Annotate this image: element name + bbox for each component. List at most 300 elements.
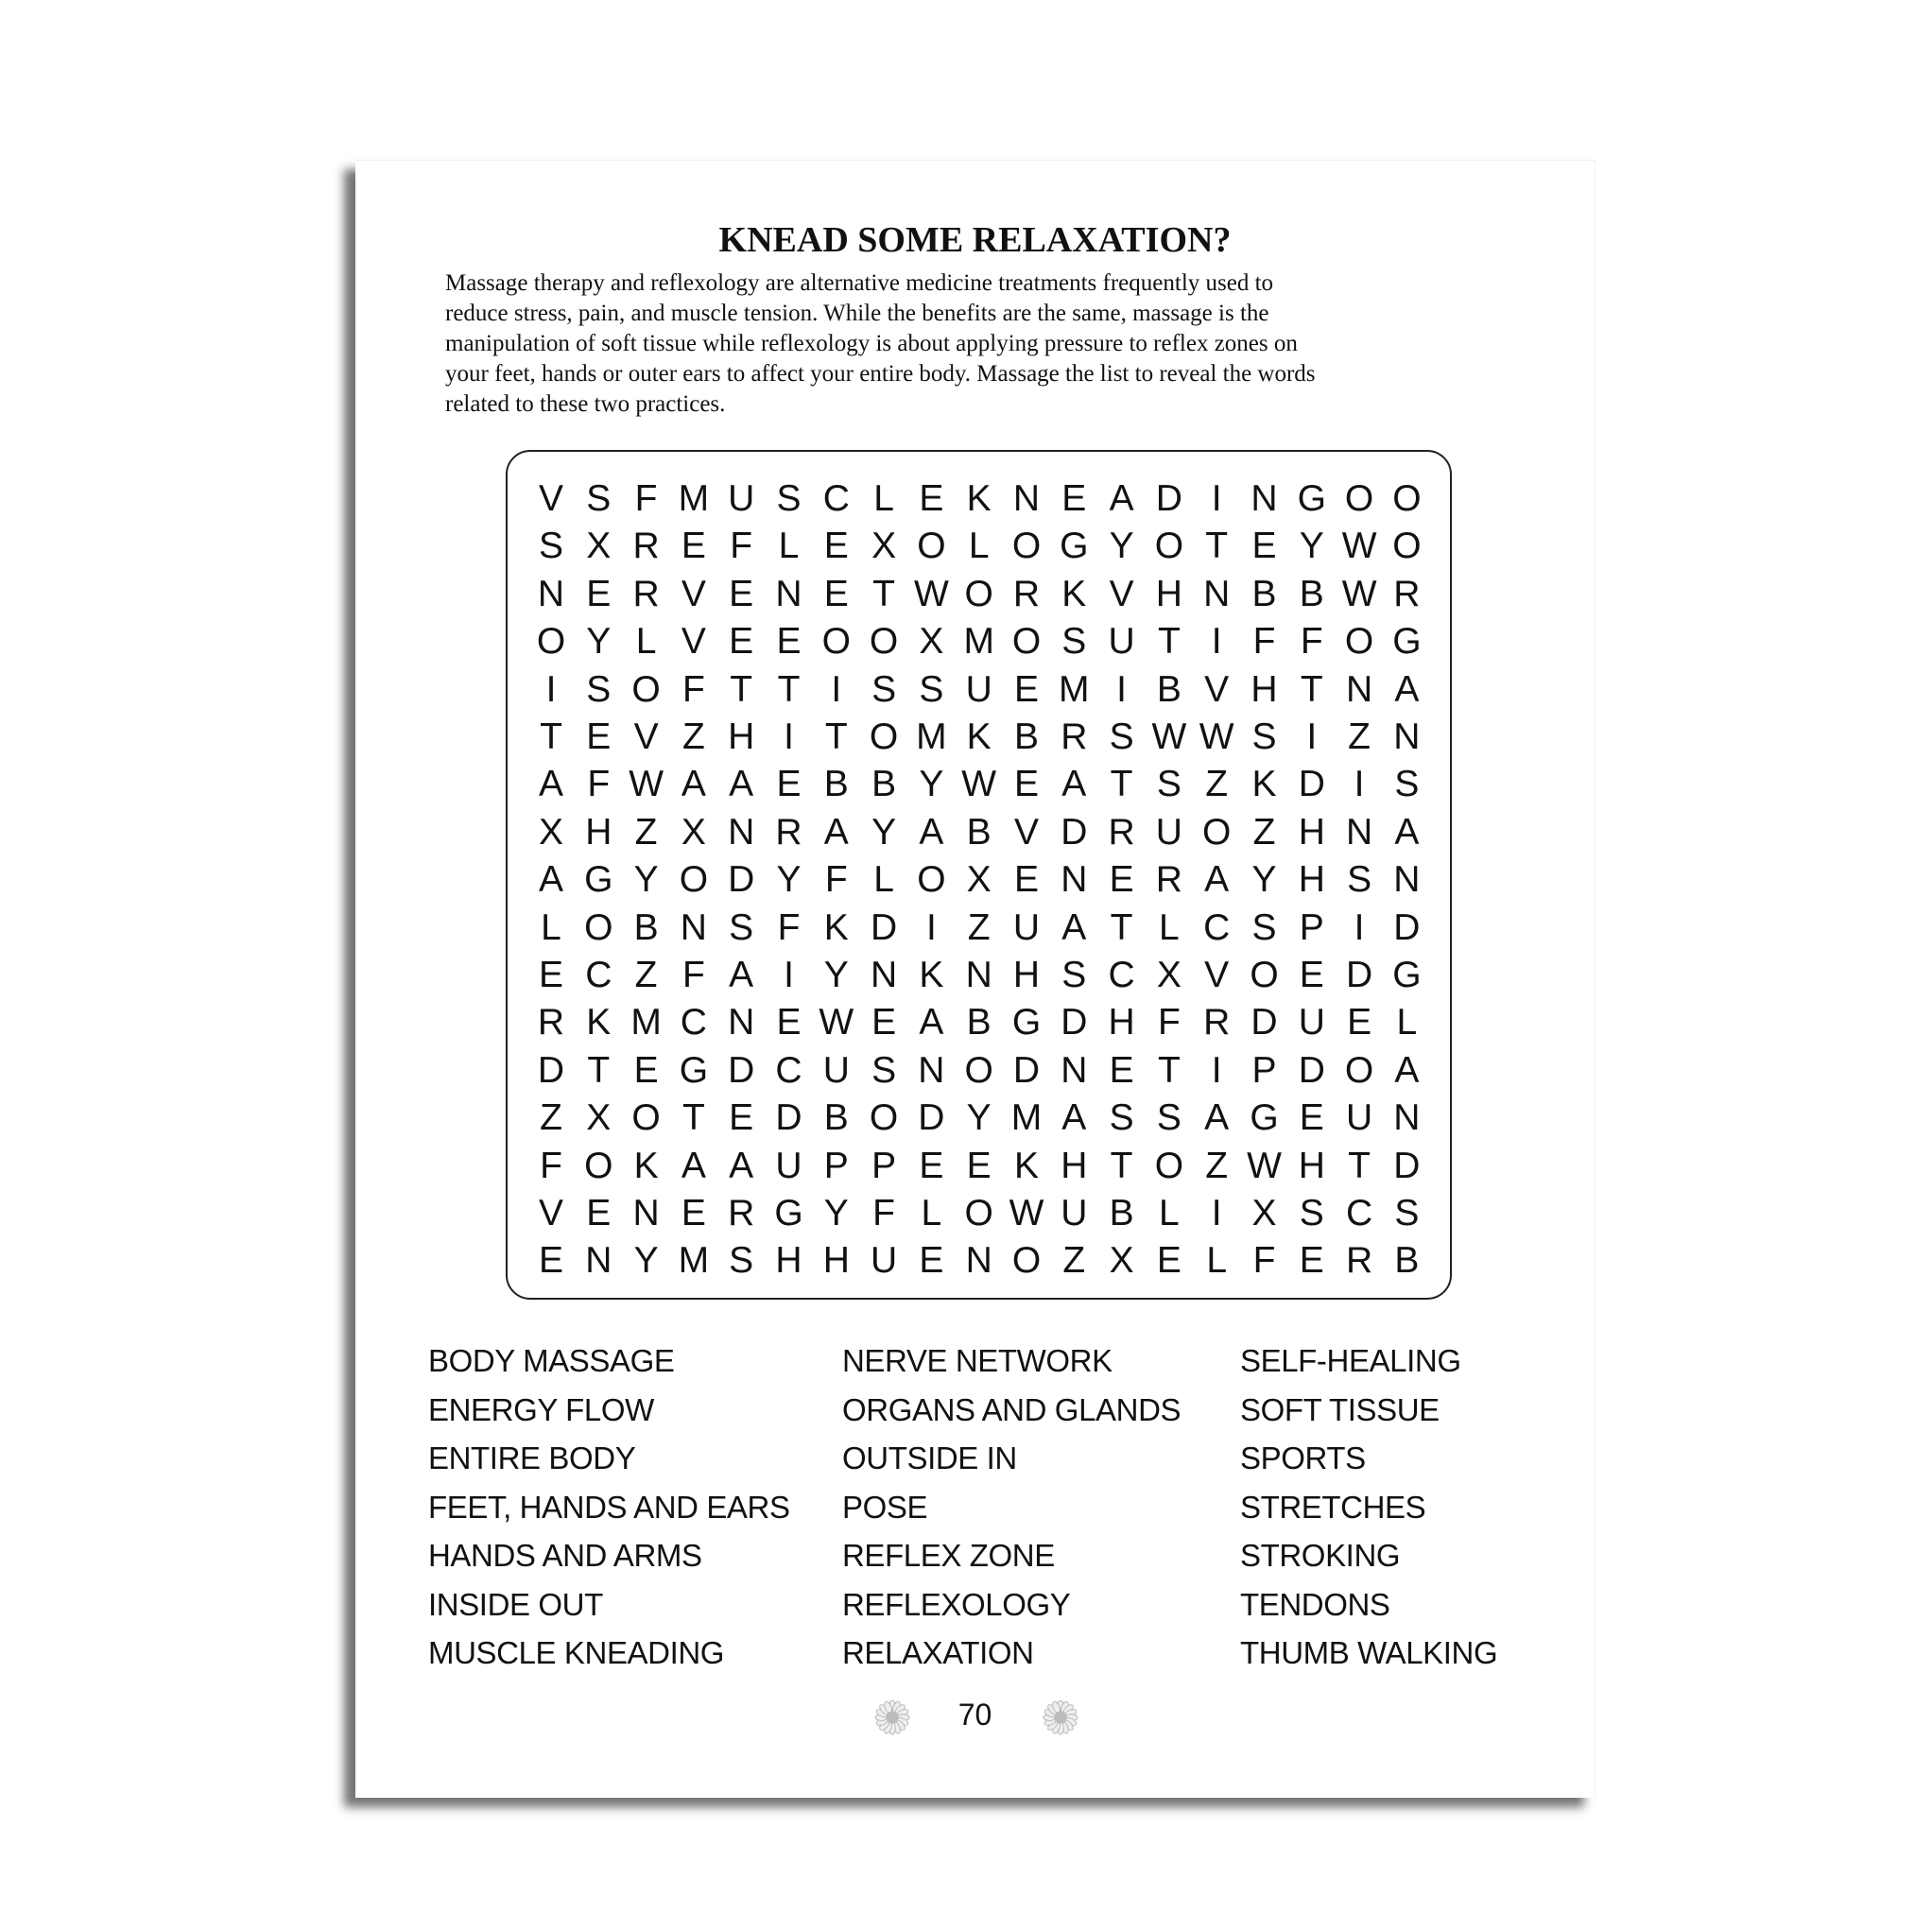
- grid-letter[interactable]: A: [729, 1145, 754, 1186]
- grid-letter[interactable]: N: [1061, 859, 1088, 901]
- grid-letter[interactable]: O: [1011, 1240, 1042, 1282]
- grid-letter[interactable]: Z: [1252, 811, 1276, 853]
- grid-letter[interactable]: I: [1211, 1049, 1222, 1091]
- grid-letter[interactable]: B: [1299, 573, 1324, 614]
- grid-letter[interactable]: R: [728, 1193, 755, 1233]
- grid-letter[interactable]: D: [1012, 1049, 1041, 1091]
- grid-letter[interactable]: E: [1251, 526, 1277, 567]
- grid-letter[interactable]: I: [925, 906, 937, 948]
- grid-letter[interactable]: F: [730, 526, 753, 567]
- grid-letter[interactable]: L: [1206, 1240, 1228, 1282]
- grid-letter[interactable]: L: [635, 621, 657, 663]
- grid-letter[interactable]: T: [824, 716, 848, 757]
- grid-letter[interactable]: R: [1393, 573, 1421, 614]
- grid-letter[interactable]: V: [681, 621, 706, 663]
- grid-letter[interactable]: R: [1061, 716, 1088, 757]
- grid-letter[interactable]: L: [921, 1193, 942, 1233]
- grid-letter[interactable]: F: [681, 668, 705, 710]
- grid-letter[interactable]: A: [1394, 668, 1420, 710]
- grid-letter[interactable]: E: [681, 1193, 706, 1233]
- grid-letter[interactable]: E: [919, 1145, 944, 1186]
- grid-letter[interactable]: T: [872, 573, 895, 614]
- grid-letter[interactable]: S: [1251, 906, 1277, 948]
- grid-letter[interactable]: E: [823, 573, 849, 614]
- grid-letter[interactable]: S: [1061, 621, 1087, 663]
- grid-letter[interactable]: X: [586, 526, 612, 567]
- grid-letter[interactable]: H: [1108, 1002, 1135, 1044]
- grid-letter[interactable]: S: [1156, 1097, 1182, 1139]
- grid-letter[interactable]: D: [1346, 955, 1373, 995]
- grid-letter[interactable]: I: [784, 716, 794, 757]
- grid-letter[interactable]: D: [1251, 1002, 1278, 1044]
- grid-letter[interactable]: A: [1061, 906, 1087, 948]
- grid-letter[interactable]: B: [1251, 573, 1277, 614]
- grid-letter[interactable]: E: [776, 764, 802, 805]
- grid-letter[interactable]: C: [585, 955, 612, 995]
- grid-letter[interactable]: E: [538, 955, 563, 995]
- grid-letter[interactable]: C: [1203, 906, 1231, 948]
- grid-letter[interactable]: B: [871, 764, 897, 805]
- grid-letter[interactable]: A: [1204, 1097, 1230, 1139]
- grid-letter[interactable]: A: [823, 811, 849, 853]
- grid-letter[interactable]: X: [966, 859, 992, 901]
- grid-letter[interactable]: X: [1251, 1193, 1277, 1233]
- grid-letter[interactable]: A: [1394, 811, 1420, 853]
- grid-letter[interactable]: S: [871, 1049, 897, 1091]
- grid-letter[interactable]: T: [1348, 1145, 1371, 1186]
- grid-letter[interactable]: L: [1159, 906, 1180, 948]
- grid-letter[interactable]: P: [1251, 1049, 1277, 1091]
- grid-letter[interactable]: E: [1299, 955, 1324, 995]
- grid-letter[interactable]: K: [1251, 764, 1277, 805]
- grid-letter[interactable]: A: [681, 1145, 706, 1186]
- grid-letter[interactable]: S: [729, 1240, 754, 1282]
- grid-letter[interactable]: H: [1155, 573, 1182, 614]
- grid-letter[interactable]: G: [1392, 955, 1422, 995]
- grid-letter[interactable]: H: [728, 716, 755, 757]
- grid-letter[interactable]: O: [1202, 811, 1232, 853]
- grid-letter[interactable]: T: [1110, 764, 1133, 805]
- grid-letter[interactable]: H: [585, 811, 612, 853]
- grid-letter[interactable]: W: [1199, 716, 1234, 757]
- grid-letter[interactable]: L: [968, 526, 990, 567]
- grid-letter[interactable]: E: [823, 526, 849, 567]
- grid-letter[interactable]: I: [831, 668, 842, 710]
- grid-letter[interactable]: O: [964, 1049, 993, 1091]
- grid-letter[interactable]: B: [966, 811, 992, 853]
- grid-letter[interactable]: X: [538, 811, 563, 853]
- grid-letter[interactable]: C: [775, 1049, 802, 1091]
- grid-letter[interactable]: K: [966, 478, 992, 519]
- grid-letter[interactable]: E: [1156, 1240, 1182, 1282]
- grid-letter[interactable]: N: [1346, 668, 1373, 710]
- grid-letter[interactable]: Y: [1251, 859, 1277, 901]
- grid-letter[interactable]: V: [538, 478, 563, 519]
- grid-letter[interactable]: O: [584, 1145, 613, 1186]
- grid-letter[interactable]: E: [633, 1049, 659, 1091]
- grid-letter[interactable]: B: [823, 764, 849, 805]
- grid-letter[interactable]: B: [1394, 1240, 1420, 1282]
- grid-letter[interactable]: X: [681, 811, 706, 853]
- grid-letter[interactable]: T: [1110, 906, 1133, 948]
- grid-letter[interactable]: K: [633, 1145, 659, 1186]
- grid-letter[interactable]: M: [963, 621, 994, 663]
- grid-letter[interactable]: G: [1011, 1002, 1042, 1044]
- grid-letter[interactable]: Y: [919, 764, 944, 805]
- grid-letter[interactable]: M: [1010, 1097, 1043, 1139]
- grid-letter[interactable]: Y: [871, 811, 897, 853]
- grid-letter[interactable]: V: [1204, 668, 1230, 710]
- grid-letter[interactable]: D: [1155, 478, 1182, 519]
- grid-letter[interactable]: F: [1157, 1002, 1181, 1044]
- grid-letter[interactable]: N: [871, 955, 898, 995]
- grid-letter[interactable]: S: [586, 478, 612, 519]
- grid-letter[interactable]: E: [586, 573, 612, 614]
- grid-letter[interactable]: N: [1346, 811, 1373, 853]
- grid-letter[interactable]: E: [1347, 1002, 1372, 1044]
- grid-letter[interactable]: O: [964, 573, 993, 614]
- grid-letter[interactable]: O: [1011, 526, 1042, 567]
- grid-letter[interactable]: Y: [1299, 526, 1324, 567]
- grid-letter[interactable]: O: [821, 621, 851, 663]
- grid-letter[interactable]: U: [1155, 811, 1182, 853]
- grid-letter[interactable]: K: [919, 955, 944, 995]
- grid-letter[interactable]: R: [632, 526, 660, 567]
- grid-letter[interactable]: B: [1013, 716, 1039, 757]
- grid-letter[interactable]: T: [681, 1097, 705, 1139]
- grid-letter[interactable]: A: [729, 955, 754, 995]
- grid-letter[interactable]: D: [1298, 1049, 1325, 1091]
- grid-letter[interactable]: I: [1116, 668, 1128, 710]
- grid-letter[interactable]: O: [1011, 621, 1042, 663]
- grid-letter[interactable]: H: [775, 1240, 802, 1282]
- grid-letter[interactable]: U: [1061, 1193, 1088, 1233]
- grid-letter[interactable]: E: [586, 1193, 612, 1233]
- grid-letter[interactable]: V: [1109, 573, 1134, 614]
- grid-letter[interactable]: S: [586, 668, 612, 710]
- grid-letter[interactable]: F: [634, 478, 658, 519]
- grid-letter[interactable]: B: [1109, 1193, 1134, 1233]
- grid-letter[interactable]: L: [778, 526, 800, 567]
- grid-letter[interactable]: Y: [633, 1240, 659, 1282]
- grid-letter[interactable]: X: [871, 526, 897, 567]
- grid-letter[interactable]: G: [774, 1193, 803, 1233]
- grid-letter[interactable]: E: [776, 621, 802, 663]
- grid-letter[interactable]: A: [1204, 859, 1230, 901]
- grid-letter[interactable]: U: [822, 1049, 850, 1091]
- grid-letter[interactable]: Z: [634, 955, 658, 995]
- grid-letter[interactable]: B: [633, 906, 659, 948]
- grid-letter[interactable]: T: [587, 1049, 611, 1091]
- grid-letter[interactable]: F: [777, 906, 801, 948]
- grid-letter[interactable]: S: [538, 526, 563, 567]
- grid-letter[interactable]: N: [1061, 1049, 1088, 1091]
- grid-letter[interactable]: O: [917, 859, 946, 901]
- grid-letter[interactable]: S: [1394, 764, 1420, 805]
- grid-letter[interactable]: A: [538, 764, 563, 805]
- grid-letter[interactable]: V: [538, 1193, 563, 1233]
- grid-letter[interactable]: O: [1344, 1049, 1374, 1091]
- grid-letter[interactable]: Y: [776, 859, 802, 901]
- grid-letter[interactable]: I: [1211, 478, 1222, 519]
- grid-letter[interactable]: N: [1393, 1097, 1421, 1139]
- grid-letter[interactable]: S: [729, 906, 754, 948]
- grid-letter[interactable]: F: [1300, 621, 1323, 663]
- grid-letter[interactable]: B: [966, 1002, 992, 1044]
- grid-letter[interactable]: I: [1211, 1193, 1222, 1233]
- grid-letter[interactable]: N: [537, 573, 565, 614]
- grid-letter[interactable]: T: [777, 668, 801, 710]
- grid-letter[interactable]: E: [919, 1240, 944, 1282]
- grid-letter[interactable]: S: [871, 668, 897, 710]
- grid-letter[interactable]: N: [1251, 478, 1278, 519]
- grid-letter[interactable]: Y: [823, 955, 849, 995]
- grid-letter[interactable]: W: [819, 1002, 854, 1044]
- grid-letter[interactable]: W: [1009, 1193, 1044, 1233]
- grid-letter[interactable]: M: [678, 478, 710, 519]
- grid-letter[interactable]: N: [775, 573, 802, 614]
- grid-letter[interactable]: U: [965, 668, 992, 710]
- grid-letter[interactable]: A: [1061, 1097, 1087, 1139]
- grid-letter[interactable]: Z: [540, 1097, 562, 1139]
- grid-letter[interactable]: S: [1251, 716, 1277, 757]
- grid-letter[interactable]: O: [1154, 526, 1184, 567]
- grid-letter[interactable]: H: [1061, 1145, 1088, 1186]
- grid-letter[interactable]: S: [1109, 716, 1134, 757]
- grid-letter[interactable]: R: [537, 1002, 565, 1044]
- grid-letter[interactable]: E: [1109, 1049, 1134, 1091]
- grid-letter[interactable]: G: [679, 1049, 709, 1091]
- grid-letter[interactable]: Z: [634, 811, 658, 853]
- grid-letter[interactable]: E: [966, 1145, 992, 1186]
- grid-letter[interactable]: Z: [1205, 1145, 1229, 1186]
- grid-letter[interactable]: U: [728, 478, 755, 519]
- grid-letter[interactable]: S: [1347, 859, 1372, 901]
- grid-letter[interactable]: D: [728, 859, 755, 901]
- grid-letter[interactable]: L: [873, 859, 894, 901]
- grid-letter[interactable]: R: [1346, 1240, 1373, 1282]
- grid-letter[interactable]: D: [537, 1049, 565, 1091]
- grid-letter[interactable]: Y: [586, 621, 612, 663]
- grid-letter[interactable]: O: [1344, 478, 1374, 519]
- grid-letter[interactable]: Y: [966, 1097, 992, 1139]
- grid-letter[interactable]: O: [1250, 955, 1279, 995]
- grid-letter[interactable]: W: [913, 573, 949, 614]
- grid-letter[interactable]: B: [1156, 668, 1182, 710]
- grid-letter[interactable]: K: [823, 906, 849, 948]
- grid-letter[interactable]: E: [1299, 1097, 1324, 1139]
- grid-letter[interactable]: A: [681, 764, 706, 805]
- grid-letter[interactable]: V: [681, 573, 706, 614]
- grid-letter[interactable]: D: [871, 906, 898, 948]
- grid-letter[interactable]: E: [919, 478, 944, 519]
- grid-letter[interactable]: E: [729, 573, 754, 614]
- grid-letter[interactable]: Z: [967, 906, 991, 948]
- grid-letter[interactable]: O: [1344, 621, 1374, 663]
- grid-letter[interactable]: K: [1013, 1145, 1039, 1186]
- grid-letter[interactable]: E: [1013, 764, 1039, 805]
- grid-letter[interactable]: M: [916, 716, 947, 757]
- grid-letter[interactable]: C: [1108, 955, 1135, 995]
- grid-letter[interactable]: A: [538, 859, 563, 901]
- grid-letter[interactable]: O: [964, 1193, 993, 1233]
- grid-letter[interactable]: O: [869, 621, 899, 663]
- grid-letter[interactable]: K: [966, 716, 992, 757]
- grid-letter[interactable]: S: [1061, 955, 1087, 995]
- grid-letter[interactable]: E: [586, 716, 612, 757]
- grid-letter[interactable]: A: [919, 1002, 944, 1044]
- grid-letter[interactable]: E: [1013, 668, 1039, 710]
- grid-letter[interactable]: X: [1156, 955, 1182, 995]
- grid-letter[interactable]: G: [584, 859, 613, 901]
- grid-letter[interactable]: Y: [633, 859, 659, 901]
- grid-letter[interactable]: R: [1155, 859, 1182, 901]
- grid-letter[interactable]: R: [775, 811, 802, 853]
- grid-letter[interactable]: O: [869, 1097, 899, 1139]
- grid-letter[interactable]: D: [1393, 906, 1421, 948]
- grid-letter[interactable]: F: [872, 1193, 895, 1233]
- grid-letter[interactable]: R: [1108, 811, 1135, 853]
- grid-letter[interactable]: H: [1251, 668, 1278, 710]
- grid-letter[interactable]: G: [1060, 526, 1089, 567]
- grid-letter[interactable]: S: [919, 668, 944, 710]
- grid-letter[interactable]: U: [1298, 1002, 1325, 1044]
- grid-letter[interactable]: N: [1393, 859, 1421, 901]
- grid-letter[interactable]: N: [728, 811, 755, 853]
- grid-letter[interactable]: U: [1108, 621, 1135, 663]
- grid-letter[interactable]: M: [1059, 668, 1090, 710]
- grid-letter[interactable]: E: [681, 526, 706, 567]
- grid-letter[interactable]: L: [1396, 1002, 1418, 1044]
- grid-letter[interactable]: X: [1109, 1240, 1134, 1282]
- grid-letter[interactable]: T: [730, 668, 753, 710]
- grid-letter[interactable]: Z: [1348, 716, 1371, 757]
- grid-letter[interactable]: I: [1306, 716, 1318, 757]
- grid-letter[interactable]: I: [1354, 906, 1365, 948]
- grid-letter[interactable]: E: [538, 1240, 563, 1282]
- grid-letter[interactable]: M: [678, 1240, 710, 1282]
- grid-letter[interactable]: R: [1012, 573, 1041, 614]
- grid-letter[interactable]: H: [1298, 859, 1325, 901]
- grid-letter[interactable]: S: [1299, 1193, 1324, 1233]
- grid-letter[interactable]: X: [586, 1097, 612, 1139]
- grid-letter[interactable]: N: [1203, 573, 1231, 614]
- grid-letter[interactable]: W: [1247, 1145, 1282, 1186]
- grid-letter[interactable]: U: [775, 1145, 802, 1186]
- grid-letter[interactable]: C: [680, 1002, 707, 1044]
- grid-letter[interactable]: D: [1393, 1145, 1421, 1186]
- grid-letter[interactable]: T: [1205, 526, 1229, 567]
- grid-letter[interactable]: O: [631, 668, 661, 710]
- grid-letter[interactable]: F: [587, 764, 611, 805]
- grid-letter[interactable]: B: [823, 1097, 849, 1139]
- grid-letter[interactable]: W: [1341, 526, 1377, 567]
- grid-letter[interactable]: V: [1204, 955, 1230, 995]
- grid-letter[interactable]: D: [1061, 1002, 1088, 1044]
- grid-letter[interactable]: O: [917, 526, 946, 567]
- grid-letter[interactable]: E: [871, 1002, 897, 1044]
- grid-letter[interactable]: O: [631, 1097, 661, 1139]
- grid-letter[interactable]: H: [1298, 1145, 1325, 1186]
- grid-letter[interactable]: O: [1154, 1145, 1184, 1186]
- grid-letter[interactable]: O: [679, 859, 709, 901]
- grid-letter[interactable]: W: [1341, 573, 1377, 614]
- grid-letter[interactable]: O: [1392, 478, 1422, 519]
- grid-letter[interactable]: A: [1394, 1049, 1420, 1091]
- grid-letter[interactable]: D: [728, 1049, 755, 1091]
- grid-letter[interactable]: L: [541, 906, 561, 948]
- grid-letter[interactable]: P: [823, 1145, 849, 1186]
- grid-letter[interactable]: I: [1354, 764, 1365, 805]
- grid-letter[interactable]: A: [1109, 478, 1134, 519]
- grid-letter[interactable]: S: [1109, 1097, 1134, 1139]
- grid-letter[interactable]: F: [824, 859, 848, 901]
- grid-letter[interactable]: S: [1156, 764, 1182, 805]
- grid-letter[interactable]: E: [1299, 1240, 1324, 1282]
- grid-letter[interactable]: S: [776, 478, 802, 519]
- grid-letter[interactable]: R: [1203, 1002, 1231, 1044]
- grid-letter[interactable]: F: [540, 1145, 562, 1186]
- grid-letter[interactable]: O: [536, 621, 566, 663]
- grid-letter[interactable]: H: [822, 1240, 850, 1282]
- grid-letter[interactable]: G: [1392, 621, 1422, 663]
- grid-letter[interactable]: O: [584, 906, 613, 948]
- grid-letter[interactable]: L: [873, 478, 894, 519]
- grid-letter[interactable]: Z: [681, 716, 705, 757]
- grid-letter[interactable]: Z: [1205, 764, 1229, 805]
- grid-letter[interactable]: W: [1151, 716, 1187, 757]
- grid-letter[interactable]: G: [1250, 1097, 1279, 1139]
- grid-letter[interactable]: A: [1061, 764, 1087, 805]
- grid-letter[interactable]: E: [1109, 859, 1134, 901]
- grid-letter[interactable]: T: [1300, 668, 1323, 710]
- grid-letter[interactable]: D: [775, 1097, 802, 1139]
- grid-letter[interactable]: P: [871, 1145, 897, 1186]
- grid-letter[interactable]: N: [965, 1240, 992, 1282]
- grid-letter[interactable]: N: [632, 1193, 660, 1233]
- grid-letter[interactable]: E: [1013, 859, 1039, 901]
- grid-letter[interactable]: C: [1346, 1193, 1373, 1233]
- grid-letter[interactable]: F: [1252, 621, 1276, 663]
- grid-letter[interactable]: P: [1299, 906, 1324, 948]
- grid-letter[interactable]: N: [1012, 478, 1041, 519]
- grid-letter[interactable]: Z: [1062, 1240, 1086, 1282]
- grid-letter[interactable]: I: [1211, 621, 1222, 663]
- grid-letter[interactable]: O: [869, 716, 899, 757]
- grid-letter[interactable]: F: [1252, 1240, 1276, 1282]
- grid-letter[interactable]: D: [1061, 811, 1088, 853]
- grid-letter[interactable]: X: [919, 621, 944, 663]
- grid-letter[interactable]: H: [1298, 811, 1325, 853]
- grid-letter[interactable]: M: [630, 1002, 662, 1044]
- grid-letter[interactable]: U: [1346, 1097, 1373, 1139]
- grid-letter[interactable]: S: [1394, 1193, 1420, 1233]
- grid-letter[interactable]: E: [729, 1097, 754, 1139]
- grid-letter[interactable]: V: [1013, 811, 1039, 853]
- grid-letter[interactable]: W: [961, 764, 997, 805]
- grid-letter[interactable]: E: [1061, 478, 1087, 519]
- grid-letter[interactable]: A: [919, 811, 944, 853]
- grid-letter[interactable]: Y: [1109, 526, 1134, 567]
- grid-letter[interactable]: N: [680, 906, 707, 948]
- grid-letter[interactable]: R: [632, 573, 660, 614]
- grid-letter[interactable]: U: [1012, 906, 1041, 948]
- grid-letter[interactable]: T: [1157, 1049, 1181, 1091]
- grid-letter[interactable]: N: [918, 1049, 945, 1091]
- grid-letter[interactable]: W: [629, 764, 664, 805]
- grid-letter[interactable]: G: [1297, 478, 1326, 519]
- grid-letter[interactable]: A: [729, 764, 754, 805]
